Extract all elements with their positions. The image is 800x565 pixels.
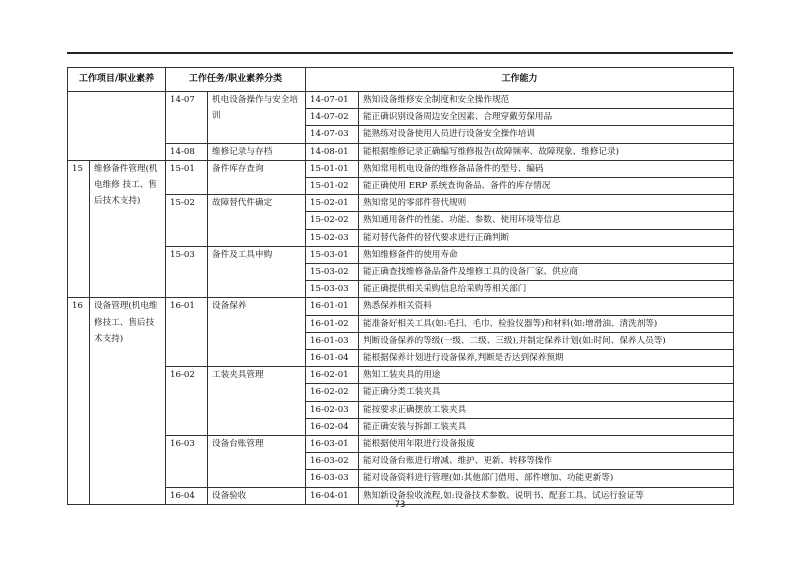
task-name: 备件及工具申购 (208, 246, 306, 298)
ability-text: 能根据使用年限进行设备报废 (359, 436, 734, 453)
task-name: 维修记录与存档 (208, 143, 306, 160)
ability-code: 16-01-01 (306, 298, 359, 315)
header-rule (67, 52, 733, 54)
task-name: 故障替代件确定 (208, 195, 306, 247)
ability-code: 16-01-02 (306, 315, 359, 332)
header-project: 工作项目/职业素养 (68, 68, 166, 92)
table-row (68, 367, 734, 384)
ability-code: 16-04-01 (306, 487, 359, 504)
ability-code: 15-02-01 (306, 195, 359, 212)
ability-text: 能正确安装与拆卸工装夹具 (359, 418, 734, 435)
table-row (68, 92, 734, 109)
ability-text: 能正确提供相关采购信息给采购等相关部门 (359, 281, 734, 298)
table-row (68, 160, 734, 177)
ability-code: 15-02-02 (306, 212, 359, 229)
task-name: 机电设备操作与安全培训 (208, 92, 306, 144)
project-number: 15 (68, 160, 90, 298)
header-task: 工作任务/职业素养分类 (166, 68, 306, 92)
ability-text: 能对替代备件的替代要求进行正确判断 (359, 229, 734, 246)
table-row (68, 195, 734, 212)
table-header-row (68, 68, 734, 92)
ability-code: 14-07-01 (306, 92, 359, 109)
table-row (68, 436, 734, 453)
page-number: 73 (394, 500, 406, 510)
ability-text: 判断设备保养的等级(一级、二级、三级),并制定保养计划(如:时间、保养人员等) (359, 332, 734, 349)
task-code: 16-01 (166, 298, 208, 367)
ability-text: 能正确查找维修备品备件及维修工具的设备厂家、供应商 (359, 264, 734, 281)
ability-code: 15-03-01 (306, 246, 359, 263)
ability-code: 16-02-02 (306, 384, 359, 401)
ability-text: 能正确使用 ERP 系统查询备品、备件的库存情况 (359, 178, 734, 195)
table-row (68, 298, 734, 315)
project-cell-empty (68, 92, 166, 161)
competency-table (67, 67, 734, 505)
ability-code: 14-07-03 (306, 126, 359, 143)
ability-code: 14-07-02 (306, 109, 359, 126)
project-number: 16 (68, 298, 90, 504)
task-name: 备件库存查询 (208, 160, 306, 194)
ability-text: 熟知维修备件的使用寿命 (359, 246, 734, 263)
task-name: 设备保养 (208, 298, 306, 367)
ability-code: 16-02-03 (306, 401, 359, 418)
task-code: 15-01 (166, 160, 208, 194)
ability-code: 16-01-03 (306, 332, 359, 349)
ability-code: 14-08-01 (306, 143, 359, 160)
ability-code: 15-01-02 (306, 178, 359, 195)
ability-text: 能对设备台账进行增减、维护、更新、转移等操作 (359, 453, 734, 470)
ability-code: 16-03-02 (306, 453, 359, 470)
ability-text: 能根据保养计划进行设备保养,判断是否达到保养预期 (359, 350, 734, 367)
ability-text: 熟悉保养相关资料 (359, 298, 734, 315)
task-code: 16-02 (166, 367, 208, 436)
ability-code: 15-03-03 (306, 281, 359, 298)
ability-code: 16-01-04 (306, 350, 359, 367)
ability-code: 15-03-02 (306, 264, 359, 281)
task-name: 工装夹具管理 (208, 367, 306, 436)
ability-text: 能正确识别设备周边安全因素、合理穿戴劳保用品 (359, 109, 734, 126)
ability-text: 能根据维修记录正确编写维修报告(故障频率、故障现象、维修记录) (359, 143, 734, 160)
ability-text: 能正确分类工装夹具 (359, 384, 734, 401)
task-code: 14-08 (166, 143, 208, 160)
ability-text: 能对设备资料进行管理(如:其他部门借用、部件增加、功能更新等) (359, 470, 734, 487)
task-name: 设备验收 (208, 487, 306, 504)
header-ability: 工作能力 (306, 68, 734, 92)
ability-code: 16-03-03 (306, 470, 359, 487)
ability-text: 熟知工装夹具的用途 (359, 367, 734, 384)
task-code: 15-03 (166, 246, 208, 298)
task-code: 16-04 (166, 487, 208, 504)
project-title: 设备管理(机电维修技工、售后技术支持) (90, 298, 166, 504)
task-code: 16-03 (166, 436, 208, 488)
task-code: 14-07 (166, 92, 208, 144)
ability-text: 熟知设备维修安全制度和安全操作规范 (359, 92, 734, 109)
ability-code: 16-03-01 (306, 436, 359, 453)
ability-text: 熟知通用备件的性能、功能、参数、使用环境等信息 (359, 212, 734, 229)
task-code: 15-02 (166, 195, 208, 247)
project-title: 维修备件管理(机电维修 技工、售后技术支持) (90, 160, 166, 298)
ability-text: 熟知常用机电设备的维修备品备件的型号、编码 (359, 160, 734, 177)
task-name: 设备台账管理 (208, 436, 306, 488)
table-row (68, 143, 734, 160)
ability-text: 能熟练对设备使用人员进行设备安全操作培训 (359, 126, 734, 143)
ability-code: 16-02-04 (306, 418, 359, 435)
ability-text: 能按要求正确摆放工装夹具 (359, 401, 734, 418)
ability-text: 能准备好相关工具(如:毛扫、毛巾、检验仪器等)和材料(如:增滑油、清洗剂等) (359, 315, 734, 332)
ability-text: 熟知常见的零部件替代规则 (359, 195, 734, 212)
ability-code: 16-02-01 (306, 367, 359, 384)
ability-code: 15-01-01 (306, 160, 359, 177)
ability-code: 15-02-03 (306, 229, 359, 246)
ability-text: 熟知新设备验收流程,如:设备技术参数、说明书、配套工具、试运行验证等 (359, 487, 734, 504)
table-row (68, 246, 734, 263)
